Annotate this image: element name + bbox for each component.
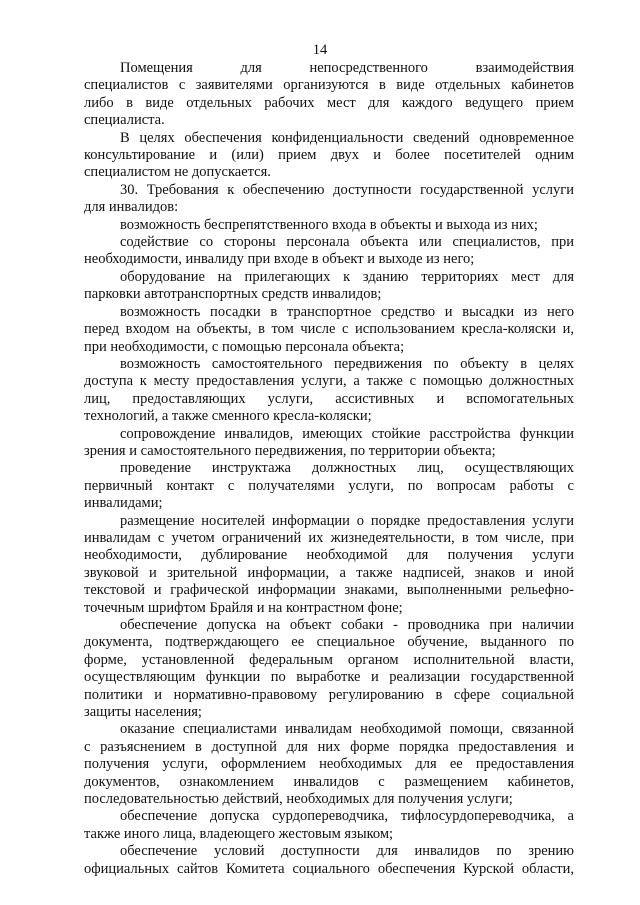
paragraph: [84, 304, 574, 356]
text-line: зрения и самостоятельного передвижения, по территории объекта;: [84, 442, 496, 459]
text-line: специалистом не допускается.: [84, 164, 271, 181]
text-line: проведение инструктажа должностных лиц, осуществляющих: [120, 460, 574, 477]
text-line: специалиста.: [84, 112, 165, 129]
text-line: парковки автотранспортных средств инвалидов;: [84, 286, 382, 303]
text-line: с разъяснением в доступной для них форме порядка предоставления и: [84, 738, 574, 755]
text-line: официальных сайтов Комитета социального обеспечения Курской области,: [84, 860, 574, 877]
paragraph: [84, 721, 574, 808]
paragraph: [84, 808, 574, 843]
text-line: обеспечение допуска на объект собаки - проводника при наличии: [120, 617, 574, 633]
page-number: 14: [312, 42, 328, 58]
text-line: возможность самостоятельного передвижения по объекту в целях: [120, 355, 574, 372]
paragraph: [84, 356, 574, 426]
text-line: возможность посадки в транспортное средство и высадки из него: [120, 303, 574, 320]
text-line: специалистов с заявителями организуются в виде отдельных кабинетов: [84, 77, 574, 94]
text-line: технологий, а также сменного кресла-коляски;: [84, 408, 372, 425]
text-line: оборудование на прилегающих к зданию территориях мест для: [120, 268, 574, 285]
text-line: осуществляющим функции по выработке и реализации государственной: [84, 669, 574, 686]
paragraph: [84, 617, 574, 721]
text-line: возможность беспрепятственного входа в объекты и выхода из них;: [120, 216, 538, 233]
text-line: Помещения для непосредственного взаимодействия: [120, 60, 574, 76]
text-line: В целях обеспечения конфиденциальности сведений одновременное: [120, 129, 574, 146]
text-line: получения услуги, оформлением необходимых для ее предоставления: [84, 756, 574, 773]
text-line: точечным шрифтом Брайля и на контрастном фоне;: [84, 599, 403, 616]
text-line: первичный контакт с получателями услуги, по вопросам работы с: [84, 477, 574, 494]
paragraph: [84, 182, 574, 217]
text-line: также иного лица, владеющего жестовым языком;: [84, 825, 394, 842]
text-line: содействие со стороны персонала объекта или специалистов, при: [120, 234, 574, 251]
text-line: документов, ознакомлением инвалидов с размещением кабинетов,: [84, 773, 574, 790]
document-body: [84, 60, 574, 878]
paragraph: [84, 513, 574, 617]
text-line: необходимости, инвалиду при входе в объект и выходе из него;: [84, 251, 475, 268]
text-line: оказание специалистами инвалидам необходимой помощи, связанной: [120, 721, 574, 738]
text-line: инвалидами;: [84, 495, 163, 512]
text-line: форме, установленной федеральным органом исполнительной власти,: [84, 651, 574, 668]
text-line: политики и нормативно-правовому регулированию в сфере социальной: [84, 686, 574, 703]
text-line: текстовой и графической информации знаками, выполненными рельефно-: [84, 582, 574, 599]
paragraph: [84, 130, 574, 182]
text-line: звуковой и зрительной информации, а также надписей, знаков и иной: [84, 564, 574, 581]
paragraph: [84, 269, 574, 304]
text-line: либо в виде отдельных рабочих мест для каждого ведущего прием: [84, 94, 574, 111]
text-line: 30. Требования к обеспечению доступности государственной услуги: [120, 181, 574, 198]
text-line: лиц, предоставляющих услуги, ассистивных и вспомогательных: [84, 390, 574, 407]
text-line: необходимости, дублирование необходимой для получения услуги: [84, 547, 574, 564]
paragraph: [84, 217, 574, 234]
text-line: сопровождение инвалидов, имеющих стойкие расстройства функции: [120, 425, 574, 442]
text-line: размещение носителей информации о порядке предоставления услуги: [120, 512, 574, 529]
text-line: обеспечение условий доступности для инвалидов по зрению: [120, 843, 574, 860]
text-line: защиты населения;: [84, 704, 202, 721]
text-line: документа, подтверждающего ее специальное обучение, выданного по: [84, 634, 574, 651]
paragraph: [84, 234, 574, 269]
text-line: инвалидам с учетом ограничений их жизнедеятельности, в том числе, при: [84, 529, 574, 546]
text-line: доступа к месту предоставления услуги, а также с помощью должностных: [84, 373, 574, 390]
paragraph: [84, 60, 574, 130]
paragraph: [84, 426, 574, 461]
text-line: последовательностью действий, необходимых для получения услуги;: [84, 791, 513, 808]
text-line: перед входом на объекты, в том числе с использованием кресла-коляски и,: [84, 321, 574, 338]
text-line: консультирование и (или) прием двух и более посетителей одним: [84, 147, 574, 164]
paragraph: [84, 843, 574, 878]
text-line: при необходимости, с помощью персонала объекта;: [84, 338, 405, 355]
text-line: для инвалидов:: [84, 199, 179, 216]
text-line: обеспечение допуска сурдопереводчика, тифлосурдопереводчика, а: [120, 808, 574, 825]
paragraph: [84, 460, 574, 512]
